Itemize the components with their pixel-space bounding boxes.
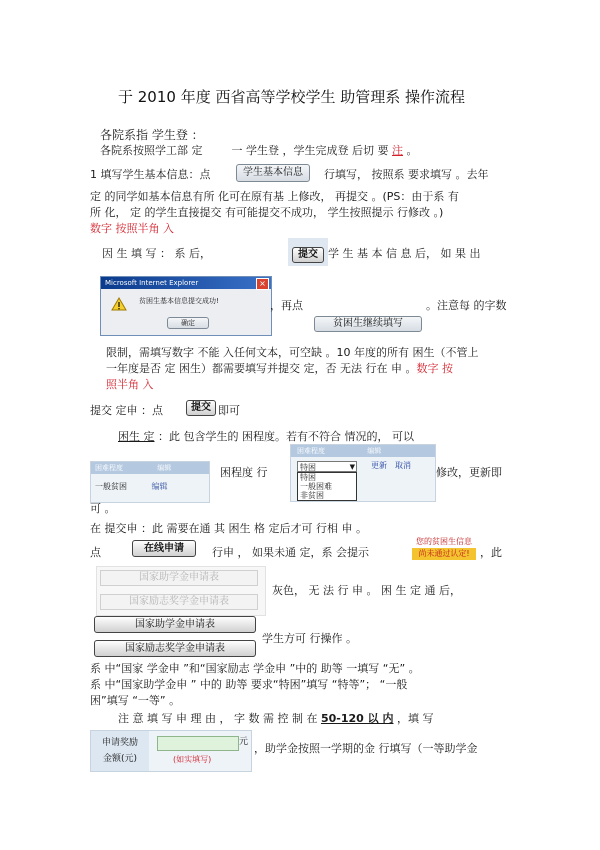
step2-line2-d: 。注意每 的字数	[426, 299, 507, 312]
ie-dialog-titlebar	[101, 277, 271, 289]
section1-line1-note: 注	[392, 144, 403, 157]
notes-line4-b: ，填 写	[396, 712, 434, 725]
page-title: 于 2010 年度 西省高等学校学生 助管理系 操作流程	[118, 88, 466, 106]
online-line2-a: 点	[90, 546, 101, 559]
step1-line1-a: 1 填写学生基本信息：点	[90, 168, 211, 181]
not-verified-warning-line2: 尚未通过认定!	[412, 548, 476, 560]
section1-line1-d: 。	[406, 144, 418, 157]
step2-line1-b: 学 生 基 本 信 息 后， 如 果 出	[328, 247, 481, 260]
poverty-line1-b: ：此 包含学生的 困程度。若有不符合 情况的， 可以	[158, 430, 414, 443]
student-basic-info-button[interactable]: 学生基本信息	[236, 164, 310, 182]
poverty-select-header-2: 编辑	[367, 447, 382, 455]
ie-dialog-title: Microsoft Internet Explorer	[105, 279, 199, 287]
amount-input[interactable]	[157, 736, 239, 751]
poverty-select-header	[291, 445, 435, 457]
online-line4: 学生方可 行操作 。	[262, 632, 357, 645]
step3-line3-red: 照半角 入	[106, 378, 154, 391]
submit-section-b: 即可	[218, 404, 240, 417]
poverty-table-row	[91, 474, 209, 500]
ie-dialog-close-icon[interactable]: ×	[256, 278, 269, 290]
poverty-heading: 困生 定	[118, 430, 155, 443]
grant-application-button[interactable]: 国家助学金申请表	[94, 616, 256, 633]
amount-hint: (如实填写)	[173, 755, 212, 764]
step1-line3: 所 化， 定 的学生直接提交 有可能提交不成功， 学生按照提示 行修改 。)	[90, 206, 444, 219]
grey-grant-button: 国家助学金申请表	[100, 570, 258, 586]
grey-scholarship-button: 国家励志奖学金申请表	[100, 594, 258, 610]
poverty-select-panel	[290, 444, 436, 502]
section1-heading: 各院系指 学生登 ：	[100, 128, 204, 142]
step1-line2: 定 的同学如基本信息有所 化可在原有基 上修改， 再提交 。(PS：由于系 有	[90, 190, 459, 203]
poverty-table-header-2: 编辑	[157, 464, 172, 472]
submit-section-a: 提交 定申 ：点	[90, 404, 163, 417]
ie-dialog	[100, 276, 272, 336]
scholarship-application-button[interactable]: 国家励志奖学金申请表	[94, 640, 256, 657]
notes-line1: 系 中“国家 学金申 ”和“国家励志 学金申 ”中的 助等 一填写 “无” 。	[90, 662, 420, 675]
poverty-select-options	[297, 472, 357, 501]
step2-line1-a: 因 生 填 写 ： 系 后，	[102, 247, 211, 260]
notes-word-range: 50-120 以 内	[320, 712, 394, 725]
update-link[interactable]: 更新	[371, 461, 387, 470]
step3-line1: 限制，需填写数字 不能 入任何文本，可空缺 。10 年度的所有 困生（不管上	[106, 346, 479, 359]
poverty-line3: 可 。	[90, 502, 116, 515]
amount-field-panel	[90, 730, 252, 772]
amount-label	[91, 731, 149, 771]
poverty-line2-d: 修改，更新即	[436, 466, 502, 479]
amount-label-line2: 金额(元)	[102, 754, 138, 764]
poverty-option-1[interactable]: 特困	[300, 473, 316, 482]
notes-line2: 系 中“国家助学金申 ” 中的 助等 要求“特困”填写 “特等”； “一般	[90, 678, 408, 691]
poverty-select-header-1: 困难程度	[297, 447, 325, 455]
notes-line4-a: 注 意 填 写 申 理 由 ， 字 数 需 控 制 在	[118, 712, 318, 725]
step2-line2-c: ，再点	[270, 299, 303, 312]
step3-line2-a: 一年度是否 定 困生）都需要填写并提交 定，否 无法 行在 申 。	[106, 362, 417, 375]
amount-label-line1: 申请奖励	[101, 738, 138, 748]
step3-line2	[106, 362, 453, 376]
notes-line3: 困”填写 “一等” 。	[90, 694, 181, 707]
poverty-table	[90, 461, 210, 503]
not-verified-warning-line1: 您的贫困生信息	[416, 537, 472, 546]
ie-dialog-ok-button[interactable]: 确定	[167, 317, 209, 329]
section1-line1	[100, 144, 418, 158]
section1-line1-b: 一 学生登 ，学生完成登 后切 要	[231, 144, 389, 157]
notes-line4	[118, 712, 433, 726]
poverty-option-3[interactable]: 非贫困	[300, 491, 324, 500]
continue-fill-button[interactable]: 贫困生继续填写	[314, 316, 422, 332]
amount-text: ，助学金按照一学期的金 行填写（一等助学金	[254, 742, 478, 755]
warning-icon	[111, 297, 127, 311]
poverty-table-cell-edit[interactable]: 编辑	[151, 482, 168, 491]
poverty-select[interactable]	[297, 461, 357, 472]
poverty-line1	[118, 430, 414, 444]
ie-dialog-message: 贫困生基本信息提交成功!	[139, 297, 219, 305]
poverty-table-cell-level: 一般贫困	[95, 482, 127, 491]
step1-red-note: 数字 按照半角 入	[90, 222, 174, 235]
step3-line2-red: 数字 按	[416, 362, 453, 375]
online-line2-b: 行申 ， 如果未通 定，系 会提示	[212, 546, 369, 559]
poverty-table-header	[91, 462, 209, 474]
cancel-link[interactable]: 取消	[395, 461, 411, 470]
step1-line1-b: 行填写， 按照系 要求填写 。去年	[324, 168, 489, 181]
online-line3: 灰色， 无 法 行 申 。 困 生 定 通 后，	[272, 584, 461, 597]
online-line2-c: ，此	[480, 546, 502, 559]
poverty-table-header-1: 困难程度	[95, 464, 123, 472]
amount-unit: 元	[239, 737, 249, 747]
online-line1: 在 提交申 ：此 需要在通 其 困生 格 定后才可 行相 申 。	[90, 522, 367, 535]
submit-section-button[interactable]: 提交	[186, 400, 216, 416]
poverty-line2-c: 困程度 行	[220, 466, 268, 479]
poverty-select-value: 特困	[300, 463, 316, 472]
poverty-option-2[interactable]: 一般困难	[300, 482, 332, 491]
online-apply-button[interactable]: 在线申请	[132, 540, 196, 557]
submit-button[interactable]: 提交	[292, 247, 324, 263]
not-verified-warning	[412, 536, 476, 562]
chevron-down-icon: ▼	[349, 463, 355, 471]
section1-line1-a: 各院系按照学工部 定	[100, 144, 203, 157]
